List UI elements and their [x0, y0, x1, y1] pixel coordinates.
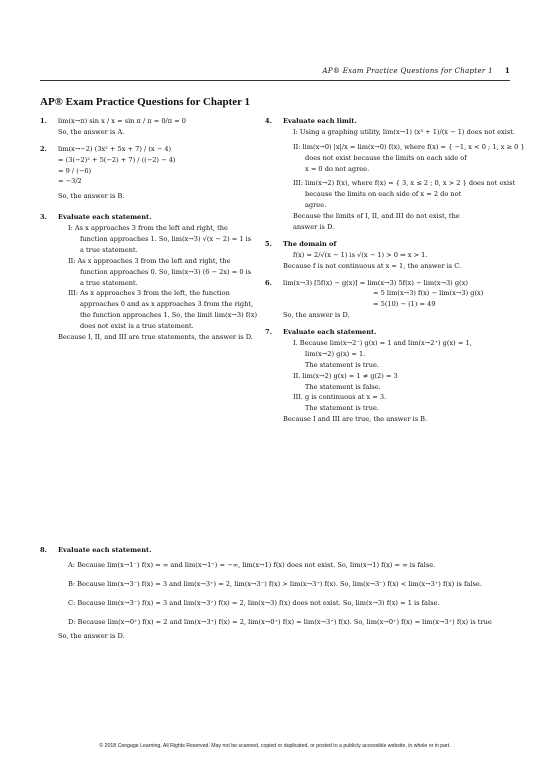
answer: Because f is not continuous at x = 1, the answer is C. — [283, 261, 462, 270]
right-column — [265, 117, 525, 432]
question-number: 1. — [40, 117, 47, 125]
question-heading: The domain of — [283, 239, 337, 248]
question-heading: Evaluate each limit. — [283, 117, 357, 125]
statement-line: III: lim(x→2) f(x), where f(x) = { 3, x ≤ 2 ; 0, x > 2 } does not exist — [293, 179, 516, 188]
equation-line: = 5 lim(x→3) f(x) − lim(x→3) g(x) — [373, 289, 484, 298]
statement-line: II: lim(x→0) |x|/x = lim(x→0) f(x), where f(x) = { −1, x < 0 ; 1, x ≥ 0 } — [293, 142, 525, 151]
equation: f(x) = 2/√(x − 1) is √(x − 1) > 0 ⇒ x > 1. — [293, 250, 428, 259]
statement-line: I. Because lim(x→2⁻) g(x) = 1 and lim(x→2⁺) g(x) = 1, — [293, 339, 472, 348]
statement-line: does not exist because the limits on each side of — [305, 153, 467, 162]
question-5 — [265, 239, 513, 271]
answer: Because I and III are true, the answer is B. — [283, 415, 428, 424]
statement-line: does not exist is a true statement. — [80, 322, 194, 331]
answer: answer is D. — [293, 223, 335, 232]
statement-line: x = 0 do not agree. — [305, 164, 370, 173]
question-number: 4. — [265, 117, 272, 125]
statement-line: because the limits on each side of x = 2 do not — [305, 190, 462, 199]
question-number: 8. — [40, 546, 47, 554]
statement-c: C: Because lim(x→3⁻) f(x) = 3 and lim(x→3⁺) f(x) = 2, lim(x→3) f(x) does not exist. So, lim(x→3) f(x) = 1 is false. — [68, 598, 440, 607]
statement-line: function approaches 1. So, lim(x→3) √(x − 2) = 1 is — [80, 235, 252, 244]
running-header — [40, 66, 510, 76]
statement-d: D: Because lim(x→0⁺) f(x) = 2 and lim(x→3⁺) f(x) = 2, lim(x→0⁺) f(x) = lim(x→3⁺) f(x). So, lim(x→0⁺) f(x) = lim(x→3⁺) f(x) is true — [68, 617, 492, 626]
question-4 — [265, 117, 525, 232]
equation: lim(x→π) sin x / x = sin π / π = 0/π = 0 — [58, 117, 186, 125]
statement-line: approaches 0 and as x approaches 3 from the right, — [80, 300, 254, 309]
equation-line: lim(x→−2) (3x² + 5x + 7) / (x − 4) — [58, 144, 172, 153]
answer: So, the answer is B. — [58, 192, 125, 201]
statement-line: a true statement. — [80, 245, 138, 254]
statement-a: A: Because lim(x→1⁻) f(x) = ∞ and lim(x→1⁺) = −∞, lim(x→1) f(x) does not exist. So, lim(x→1) f(x) = ∞ is false. — [68, 560, 436, 569]
statement-line: function approaches 0. So, lim(x→3) (6 − 2x) = 0 is — [80, 267, 252, 276]
question-3 — [40, 213, 263, 342]
statement-line: the function approaches 1. So, the limit lim(x→3) f(x) — [80, 311, 258, 320]
statement-line: I: As x approaches 3 from the left and right, the — [68, 224, 228, 233]
question-heading: Evaluate each statement. — [58, 213, 152, 222]
answer: So, the answer is D. — [283, 311, 350, 320]
statement-line: The statement is true. — [305, 404, 379, 413]
question-7 — [265, 328, 513, 424]
answer: Because the limits of I, II, and III do not exist, the — [293, 212, 460, 221]
statement-line: agree. — [305, 201, 327, 210]
equation-line: lim(x→3) [5f(x) − g(x)] = lim(x→3) 5f(x) − lim(x→3) g(x) — [283, 278, 468, 287]
question-number: 5. — [265, 239, 272, 248]
question-number: 6. — [265, 278, 272, 287]
statement-line: a true statement. — [80, 278, 138, 287]
left-column — [40, 117, 263, 350]
statement-line: III. g is continuous at x = 3. — [293, 393, 387, 402]
statement-line: II. lim(x→2) g(x) = 1 ≠ g(2) = 3 — [293, 371, 398, 380]
statement-line: The statement is false. — [305, 382, 381, 391]
header-rule — [40, 80, 510, 81]
statement-line: III: As x approaches 3 from the left, the function — [68, 289, 230, 298]
answer: So, the answer is A. — [58, 127, 125, 136]
answer: Because I, II, and III are true statements, the answer is D. — [58, 333, 253, 342]
page-title: AP® Exam Practice Questions for Chapter 1 — [40, 96, 251, 108]
statement-line: lim(x→2) g(x) = 1. — [305, 349, 366, 358]
question-1 — [40, 117, 263, 137]
equation-line: = 5(10) − (1) = 49 — [373, 300, 436, 309]
question-8 — [40, 546, 510, 649]
equation-line: = (3(−2)² + 5(−2) + 7) / ((−2) − 4) — [58, 155, 176, 164]
question-8-body — [40, 546, 510, 641]
statement-line: II: As x approaches 3 from the left and right, the — [68, 256, 231, 265]
running-title: AP® Exam Practice Questions for Chapter 1 — [322, 67, 493, 75]
statement-b: B: Because lim(x→3⁻) f(x) = 3 and lim(x→3⁺) = 2, lim(x→3⁻) f(x) > lim(x→3⁺) f(x). So, lim(x→3⁻) f(x) < lim(x→3⁺) f(x) is false. — [68, 579, 482, 588]
equation-line: = −3/2 — [58, 177, 82, 186]
copyright-footer: © 2018 Cengage Learning. All Rights Reserved. May not be scanned, copied or duplicated, or posted to a publicly accessible website, in whole or in part. — [99, 743, 451, 749]
question-2 — [40, 144, 263, 201]
question-number: 7. — [265, 328, 272, 337]
question-6 — [265, 278, 513, 321]
page-number: 1 — [504, 66, 510, 75]
question-heading: Evaluate each statement. — [283, 328, 377, 337]
statement-line: I: Using a graphing utility, lim(x→1) (x³ + 1)/(x − 1) does not exist. — [293, 127, 515, 136]
answer: So, the answer is D. — [58, 632, 125, 641]
question-heading: Evaluate each statement. — [58, 546, 152, 554]
question-number: 3. — [40, 213, 47, 222]
statement-line: The statement is true. — [305, 360, 379, 369]
equation-line: = 9 / (−6) — [58, 166, 92, 175]
question-number: 2. — [40, 144, 47, 153]
